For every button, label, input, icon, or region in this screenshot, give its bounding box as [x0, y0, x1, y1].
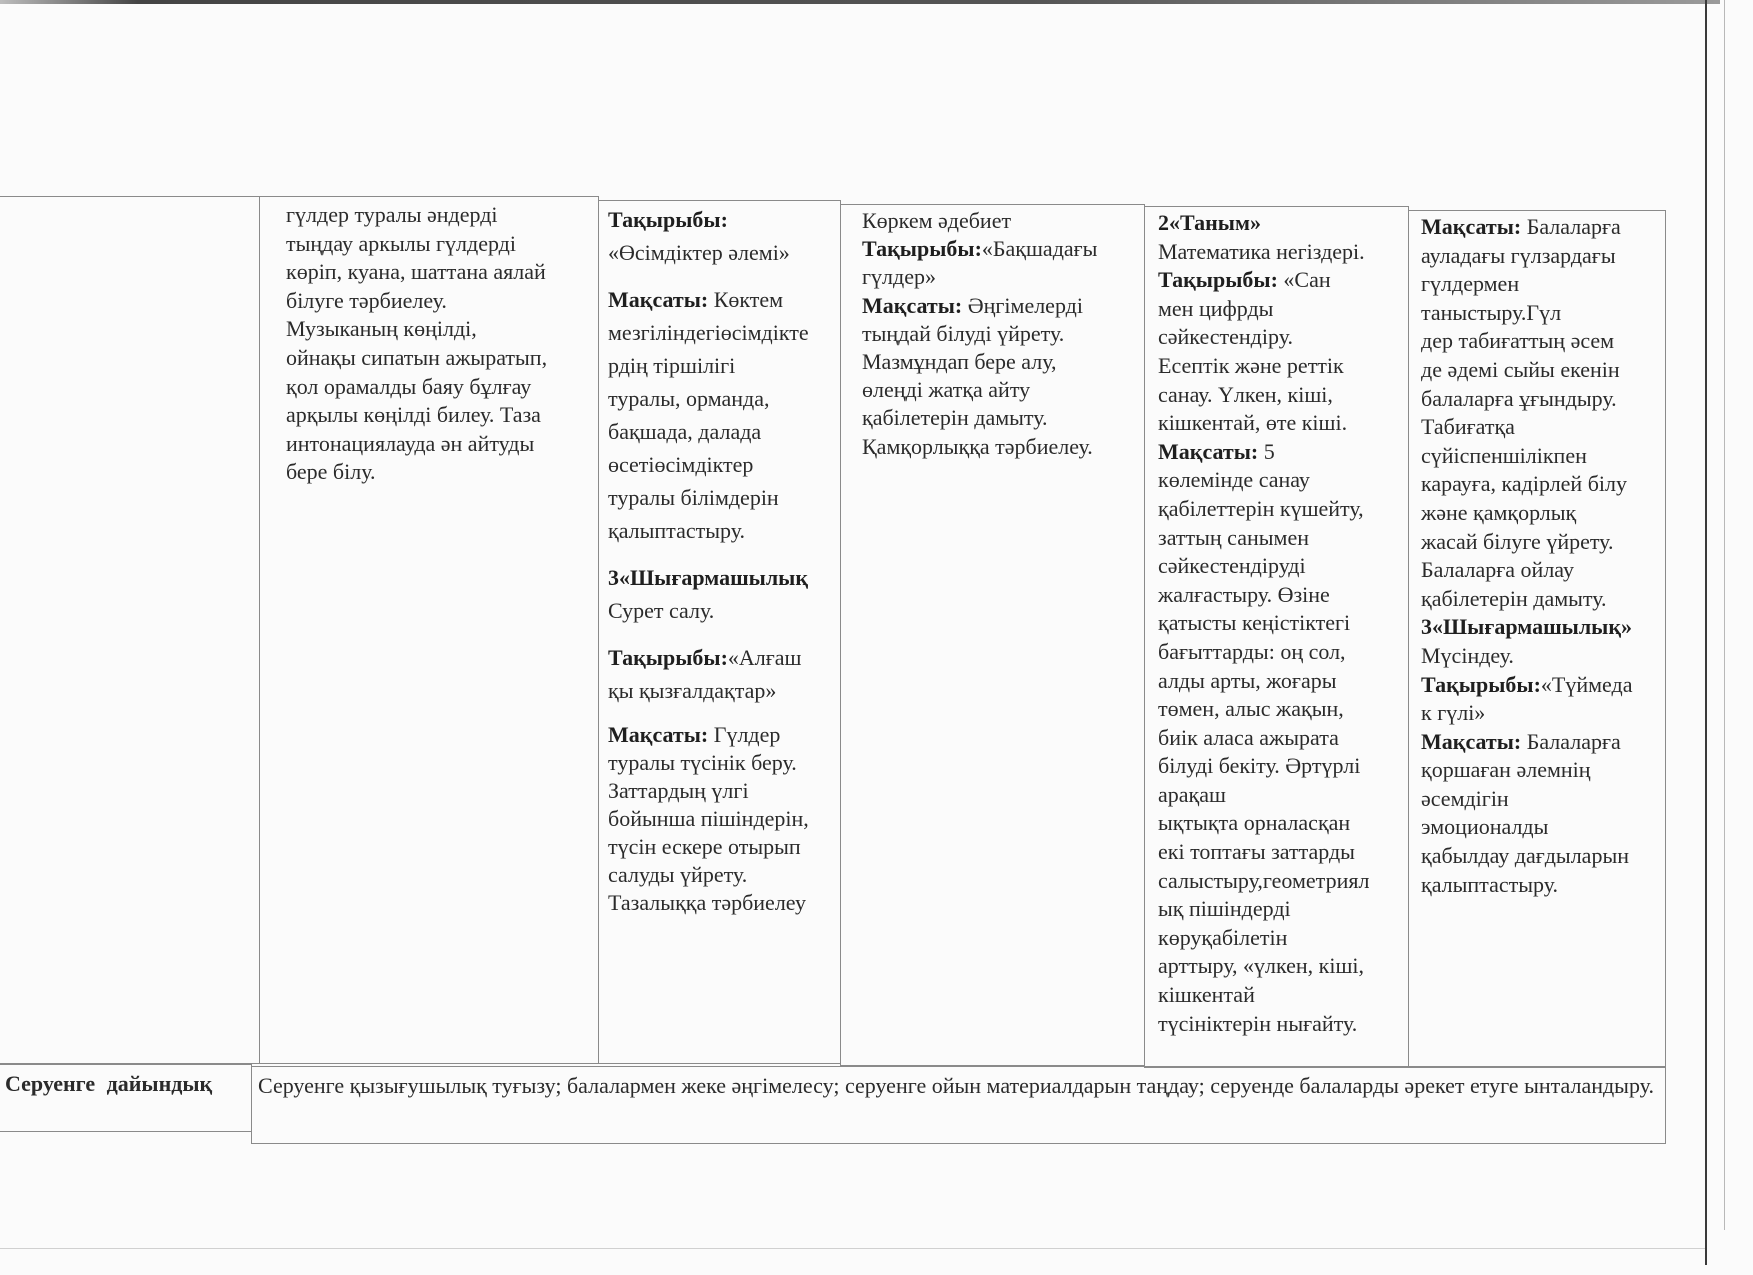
scan-page-edge [1724, 0, 1725, 1230]
text-line: бақшада, далада [608, 419, 762, 444]
music-text [286, 201, 598, 487]
text-line: және қамқорлық [1421, 499, 1577, 525]
text-line: ойнақы сипатын ажыратып, [286, 344, 548, 370]
goal-label: Мақсаты: [608, 722, 709, 747]
text-line: өлеңді жатқа айту [862, 377, 1031, 403]
text-line: өсетіөсімдіктер [608, 452, 754, 477]
music-cell [259, 196, 599, 1064]
text-line: таныстыру.Гүл [1421, 299, 1562, 325]
text-line: кішкентай [1158, 982, 1255, 1008]
text-line: арттыру, «үлкен, кіші, [1158, 953, 1365, 979]
theme-text: «Бақшадағы [981, 236, 1098, 262]
text-line: сәйкестендіру. [1158, 324, 1293, 350]
theme-text: «Сан [1277, 267, 1331, 293]
text-line: дер табиғаттың әсем [1421, 328, 1615, 354]
text-line: көлемінде санау [1158, 467, 1310, 493]
theme-label: Тақырыбы: [608, 207, 728, 232]
walk-preparation-label: Серуенге дайындық [5, 1071, 213, 1096]
text-line: туралы білімдерін [608, 485, 779, 510]
goal-text: Әңгімелерді [962, 292, 1083, 318]
theme-text: «Алғаш [727, 645, 802, 670]
text-line: бере білу. [286, 459, 376, 485]
text-line: қатысты кеңістіктегі [1158, 610, 1351, 636]
text-line: алды арты, жоғары [1158, 667, 1337, 693]
plants-drawing-cell [598, 200, 841, 1064]
text-line: балаларға ұғындыру. [1421, 385, 1617, 411]
text-line: қабылдау дағдыларын [1421, 843, 1630, 869]
section-title: 3«Шығармашылық» [1421, 614, 1633, 640]
text-line: туралы, орманда, [608, 386, 770, 411]
literature-cell [840, 204, 1145, 1066]
text-line: Қамқорлыққа тәрбиелеу. [862, 433, 1093, 459]
text-line: карауға, кадірлей білу [1421, 471, 1627, 497]
text-line: салыстыру,геометриял [1158, 867, 1370, 893]
text-line: ықтықта орналасқан [1158, 810, 1351, 836]
text-line: тыңдай білуді үйрету. [862, 320, 1065, 346]
text-line: арқылы көңілді билеу. Таза [286, 402, 541, 428]
text-line: жасай білуге үйрету. [1421, 528, 1614, 554]
scan-bottom-edge [0, 1248, 1705, 1249]
text-line: көруқабілетін [1158, 924, 1288, 950]
text-line: қалыптастыру. [1421, 871, 1558, 897]
walk-preparation-content-cell [251, 1066, 1666, 1144]
text-line: көріп, куана, шаттана аялай [286, 259, 546, 285]
text-line: туралы түсінік беру. [608, 750, 797, 775]
subject: Математика негіздері. [1158, 238, 1365, 264]
text-line: екі топтағы заттарды [1158, 839, 1355, 865]
text-line: Заттардың үлгі [608, 778, 749, 803]
text-line: заттың санымен [1158, 524, 1309, 550]
theme-label: Тақырыбы: [862, 236, 982, 262]
text-line: бойынша пішіндерін, [608, 806, 809, 831]
theme-label: Тақырыбы: [608, 645, 728, 670]
section-subject: Сурет салу. [608, 598, 715, 623]
walk-preparation-text: Серуенге қызығушылық туғызу; балалармен жеке әңгімелесу; серуенге ойын материалдарын таңдау; серуенде балаларды әрекет етуге ынталандыру. [258, 1073, 1654, 1098]
theme-label: Тақырыбы: [1158, 267, 1278, 293]
text-line: қабілетерін дамыту. [862, 405, 1048, 431]
text-line: гүлдер туралы әндерді [286, 202, 498, 227]
text-line: ық пішіндерді [1158, 896, 1291, 922]
text-line: Табиғатқа [1421, 414, 1515, 440]
goal-text: Көктем [708, 287, 784, 312]
subject: Көркем әдебиет [862, 208, 1012, 233]
text-line: бағыттарды: оң сол, [1158, 638, 1346, 664]
goal-label: Мақсаты: [608, 287, 709, 312]
text-line: мезгіліндегіөсімдікте [608, 320, 809, 345]
text-line: кішкентай, өте кіші. [1158, 410, 1348, 436]
text-line: санау. Үлкен, кіші, [1158, 381, 1333, 407]
text-line: қоршаған әлемнің [1421, 757, 1591, 783]
section-title: 2«Таным» [1158, 210, 1261, 235]
section-subject: Мүсіндеу. [1421, 642, 1514, 668]
text-line: Тазалыққа тәрбиелеу [608, 890, 807, 915]
math-cell [1144, 206, 1409, 1068]
section-title: 3«Шығармашылық [608, 565, 809, 590]
text-line: түсініктерін нығайту. [1158, 1010, 1358, 1036]
goal-text: Балаларға [1521, 728, 1621, 754]
theme-text-continued: гүлдер» [862, 264, 936, 290]
text-line: білуге тәрбиелеу. [286, 287, 447, 313]
scan-right-edge [1705, 0, 1707, 1265]
text-line: сәйкестендіруді [1158, 553, 1306, 579]
goal-label: Мақсаты: [862, 292, 963, 318]
text-line: ауладағы гүлзардағы [1421, 242, 1616, 268]
theme-text: «Өсімдіктер әлемі» [608, 240, 790, 265]
row1-label-cell [0, 196, 260, 1064]
text-line: рдің тіршілігі [608, 353, 736, 378]
text-line: де әдемі сыйы екенін [1421, 356, 1620, 382]
text-line: Музыканың көңілді, [286, 316, 477, 342]
text-line: салуды үйрету. [608, 862, 748, 887]
text-line: қалыптастыру. [608, 518, 745, 543]
theme-text: «Түймеда [1540, 671, 1633, 697]
text-line: тыңдау аркылы гүлдерді [286, 230, 516, 256]
text-line: Есептік және реттік [1158, 352, 1344, 378]
text-line: интонациялауда ән айтуды [286, 430, 535, 456]
text-line: жалғастыру. Өзіне [1158, 581, 1330, 607]
goal-label: Мақсаты: [1421, 728, 1522, 754]
text-line: Балаларға ойлау [1421, 557, 1574, 583]
goal-text: Гүлдер [708, 722, 781, 747]
text-line: сүйіспеншілікпен [1421, 442, 1587, 468]
text-line: түсін ескере отырып [608, 834, 801, 859]
text-line: қабілетерін дамыту. [1421, 585, 1607, 611]
text-line: білуді бекіту. Әртүрлі [1158, 753, 1361, 779]
nature-modeling-cell [1408, 210, 1666, 1068]
theme-text-continued: к гүлі» [1421, 700, 1486, 726]
text-line: қол орамалды баяу бұлғау [286, 373, 532, 399]
text-line: әсемдігін [1421, 785, 1509, 811]
text-line: арақаш [1158, 781, 1226, 807]
goal-label: Мақсаты: [1158, 438, 1259, 464]
goal-text: 5 [1258, 438, 1275, 464]
text-line: биік аласа ажырата [1158, 724, 1339, 750]
goal-text: Балаларға [1521, 214, 1621, 239]
theme-text-continued: қы қызғалдақтар» [608, 678, 777, 703]
scan-top-edge [0, 0, 1720, 4]
text-line: мен цифрды [1158, 295, 1274, 321]
walk-preparation-label-cell [0, 1064, 252, 1132]
goal-label: Мақсаты: [1421, 214, 1522, 239]
text-line: гүлдермен [1421, 271, 1520, 297]
theme-label: Тақырыбы: [1421, 671, 1541, 697]
text-line: қабілеттерін күшейту, [1158, 495, 1364, 521]
text-line: Мазмұндап бере алу, [862, 349, 1057, 375]
text-line: эмоционалды [1421, 814, 1549, 840]
text-line: төмен, алыс жақын, [1158, 696, 1344, 722]
